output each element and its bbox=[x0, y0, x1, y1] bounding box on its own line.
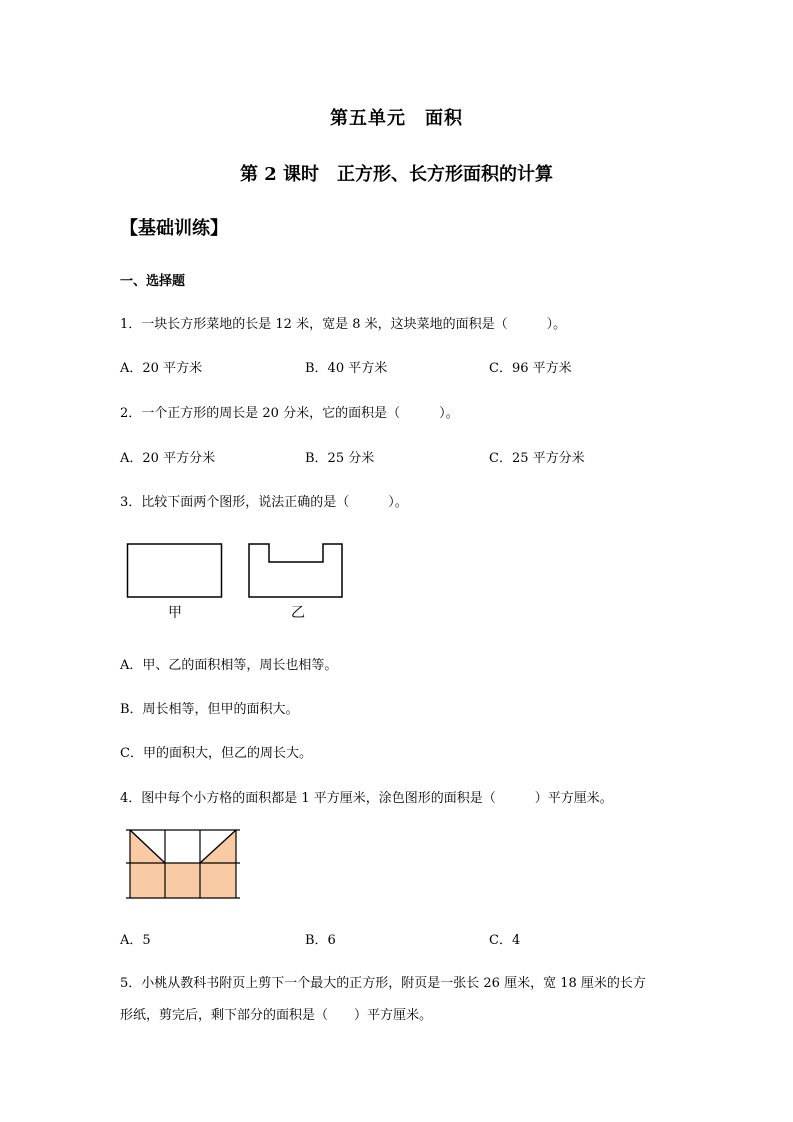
question-5-stem-line-2: 形纸，剪完后，剩下部分的面积是（ ）平方厘米。 bbox=[120, 1008, 433, 1023]
lesson-title: 第 2 课时 正方形、长方形面积的计算 bbox=[239, 164, 554, 185]
question-4-option-c: C．4 bbox=[489, 933, 521, 948]
figure-yi-notched-shape bbox=[249, 544, 342, 597]
unit-title: 第五单元 面积 bbox=[330, 108, 463, 129]
question-2-stem: 2．一个正方形的周长是 20 分米，它的面积是（ ）。 bbox=[120, 406, 459, 421]
question-4-option-b: B．6 bbox=[305, 933, 336, 948]
question-3-stem: 3．比较下面两个图形，说法正确的是（ ）。 bbox=[120, 495, 408, 510]
question-1-option-c: C．96 平方米 bbox=[489, 361, 572, 376]
question-4-stem: 4．图中每个小方格的面积都是 1 平方厘米，涂色图形的面积是（ ）平方厘米。 bbox=[120, 791, 613, 806]
question-1-option-b: B．40 平方米 bbox=[305, 361, 388, 376]
section-title: 【基础训练】 bbox=[120, 218, 228, 239]
question-2-option-c: C．25 平方分米 bbox=[489, 451, 585, 466]
question-3-figure bbox=[125, 540, 347, 602]
question-2-option-a: A．20 平方分米 bbox=[120, 451, 216, 466]
question-4-option-a: A．5 bbox=[120, 933, 151, 948]
question-5-stem-line-1: 5．小桃从教科书附页上剪下一个最大的正方形，附页是一张长 26 厘米，宽 18 厘米的长方 bbox=[120, 976, 646, 991]
question-3-option-a: A．甲、乙的面积相等，周长也相等。 bbox=[120, 658, 338, 673]
figure-label-jia: 甲 bbox=[168, 605, 182, 621]
question-3-option-b: B．周长相等，但甲的面积大。 bbox=[120, 702, 299, 717]
question-1-stem: 1．一块长方形菜地的长是 12 米，宽是 8 米，这块菜地的面积是（ ）。 bbox=[120, 317, 567, 332]
question-1-option-a: A．20 平方米 bbox=[120, 361, 203, 376]
shaded-shape bbox=[130, 830, 236, 898]
question-4-grid-figure bbox=[122, 826, 246, 904]
question-3-option-c: C．甲的面积大，但乙的周长大。 bbox=[120, 746, 312, 761]
subsection-title: 一、选择题 bbox=[120, 274, 186, 289]
figure-label-yi: 乙 bbox=[291, 605, 305, 621]
question-2-option-b: B．25 分米 bbox=[305, 451, 375, 466]
figure-jia-rectangle bbox=[128, 544, 222, 597]
